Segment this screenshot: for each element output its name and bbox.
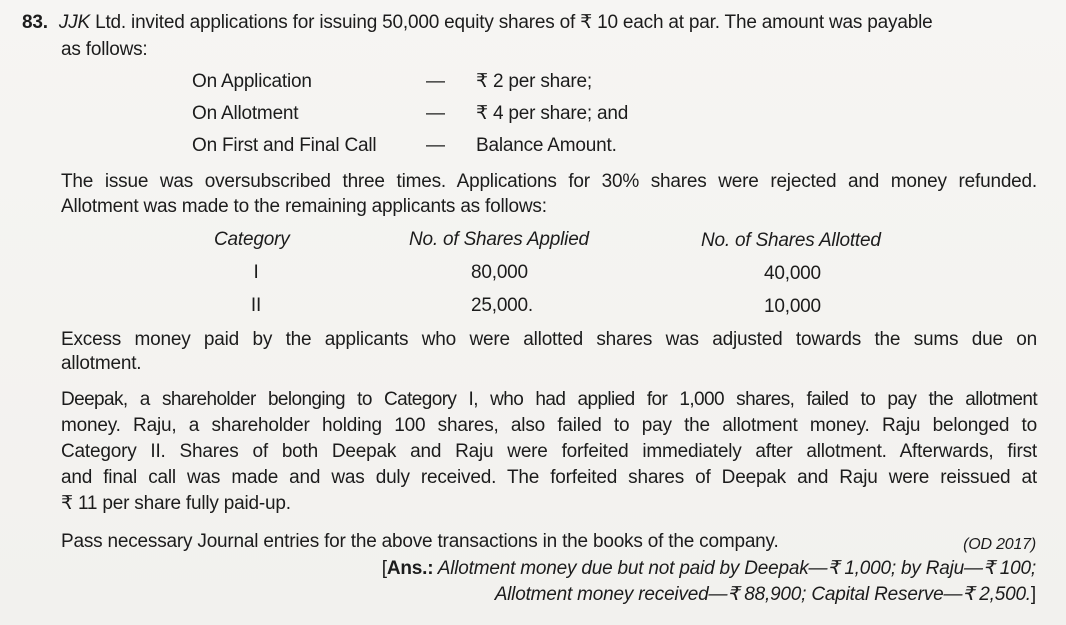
table-cell-allotted: 10,000 <box>764 296 821 317</box>
forfeiture-paragraph-line: and final call was made and was duly received. The forfeited shares of Deepak and Raju were reissued at <box>61 467 1037 488</box>
answer-open-bracket: [ <box>381 558 387 579</box>
table-cell-category: II <box>250 295 262 316</box>
answer-close-bracket: ] <box>1030 584 1036 605</box>
table-cell-allotted: 40,000 <box>764 263 821 284</box>
table-cell-applied: 80,000 <box>471 262 528 283</box>
answer-text-line-1: Allotment money due but not paid by Deepak—₹ 1,000; by Raju—₹ 100; <box>433 558 1036 579</box>
schedule-stage: On Application <box>192 71 312 92</box>
forfeiture-paragraph-line: money. Raju, a shareholder holding 100 shares, also failed to pay the allotment money. Raju belonged to <box>61 415 1037 436</box>
schedule-amount: ₹ 2 per share; <box>476 71 592 92</box>
excess-money-paragraph-line: Excess money paid by the applicants who were allotted shares was adjusted towards the sums due on <box>61 329 1037 350</box>
table-cell-category: I <box>253 262 259 283</box>
table-header-category: Category <box>214 229 290 250</box>
question-number: 83. <box>22 12 48 33</box>
oversubscription-paragraph-line: Allotment was made to the remaining applicants as follows: <box>61 196 547 217</box>
schedule-amount: ₹ 4 per share; and <box>476 103 629 124</box>
question-second-line: as follows: <box>61 39 148 60</box>
exam-source: (OD 2017) <box>963 536 1036 553</box>
table-cell-applied: 25,000. <box>471 295 533 316</box>
answer-line-2 <box>495 583 1036 607</box>
question-first-line <box>22 11 932 35</box>
forfeiture-paragraph-line: ₹ 11 per share fully paid-up. <box>61 493 291 514</box>
forfeiture-paragraph-line: Deepak, a shareholder belonging to Category I, who had applied for 1,000 shares, failed to pay the allotment <box>61 389 1037 410</box>
schedule-dash: — <box>426 71 445 92</box>
instruction-text: Pass necessary Journal entries for the above transactions in the books of the company. <box>61 531 779 552</box>
schedule-dash: — <box>426 135 445 156</box>
schedule-stage: On First and Final Call <box>192 135 377 156</box>
answer-label: Ans.: <box>386 558 434 579</box>
answer-text-line-2: Allotment money received—₹ 88,900; Capital Reserve—₹ 2,500. <box>494 584 1031 605</box>
schedule-stage: On Allotment <box>192 103 299 124</box>
excess-money-paragraph-line: allotment. <box>61 353 142 374</box>
table-header-applied: No. of Shares Applied <box>409 229 589 250</box>
schedule-amount: Balance Amount. <box>476 135 617 156</box>
forfeiture-paragraph-line: Category II. Shares of both Deepak and Raju were forfeited immediately after allotment. Afterwards, first <box>61 441 1037 462</box>
question-intro-text: Ltd. invited applications for issuing 50,000 equity shares of ₹ 10 each at par. The amount was payable <box>90 12 933 33</box>
company-name: JJK <box>58 12 90 33</box>
oversubscription-paragraph-line: The issue was oversubscribed three times. Applications for 30% shares were rejected and money refunded. <box>61 171 1037 192</box>
schedule-dash: — <box>426 103 445 124</box>
table-header-allotted: No. of Shares Allotted <box>701 230 881 251</box>
answer-line-1 <box>382 557 1036 581</box>
